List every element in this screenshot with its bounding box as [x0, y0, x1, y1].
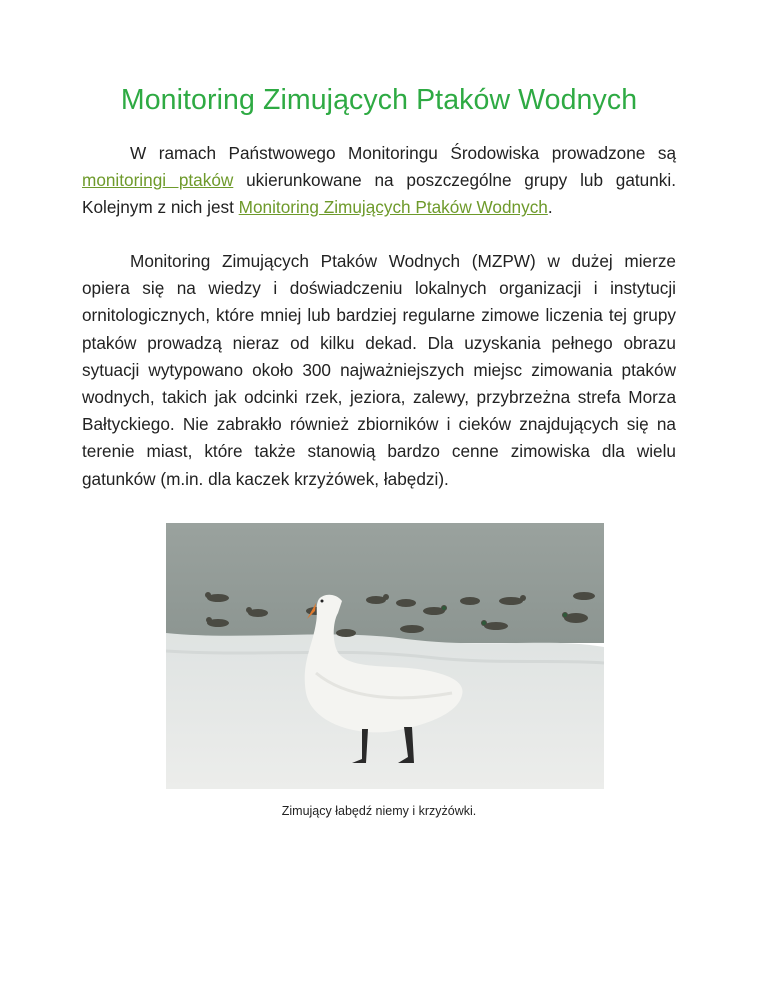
link-mzpw[interactable]: Monitoring Zimujących Ptaków Wodnych [238, 197, 548, 218]
mzpw-paragraph: Monitoring Zimujących Ptaków Wodnych (MZPW) w dużej mierze opiera się na wiedzy i doświadczeniu lokalnych organizacji i instytucji ornitologicznych, które mniej lub bardziej regularne zimowe liczenia tej grupy ptaków prowadzą nieraz od kilku dekad. Dla uzyskania pełnego obrazu sytuacji wytypowano około 300 najważniejszych miejsc zimowania ptaków wodnych, takich jak odcinki rzek, jeziora, zalewy, przybrzeżna strefa Morza Bałtyckiego. Nie zabrakło również zbiorników i cieków znajdujących się na terenie miast, które także stanowią bardzo cenne zimowiska dla wielu gatunków (m.in. dla kaczek krzyżówek, łabędzi). [82, 251, 676, 489]
swan-photo [166, 523, 604, 789]
intro-text-end: . [547, 197, 553, 218]
intro-text-start: W ramach Państwowego Monitoringu Środowiska prowadzone są [130, 143, 676, 163]
link-bird-monitoring[interactable]: monitoringi ptaków [82, 170, 234, 191]
photo-caption: Zimujący łabędź niemy i krzyżówki. [281, 804, 477, 818]
page-title: Monitoring Zimujących Ptaków Wodnych [120, 84, 638, 116]
intro-text-middle: ukierunkowane na poszczególne grupy lub gatunki. Kolejnym z nich jest [82, 170, 676, 218]
intro-paragraph [82, 140, 676, 222]
